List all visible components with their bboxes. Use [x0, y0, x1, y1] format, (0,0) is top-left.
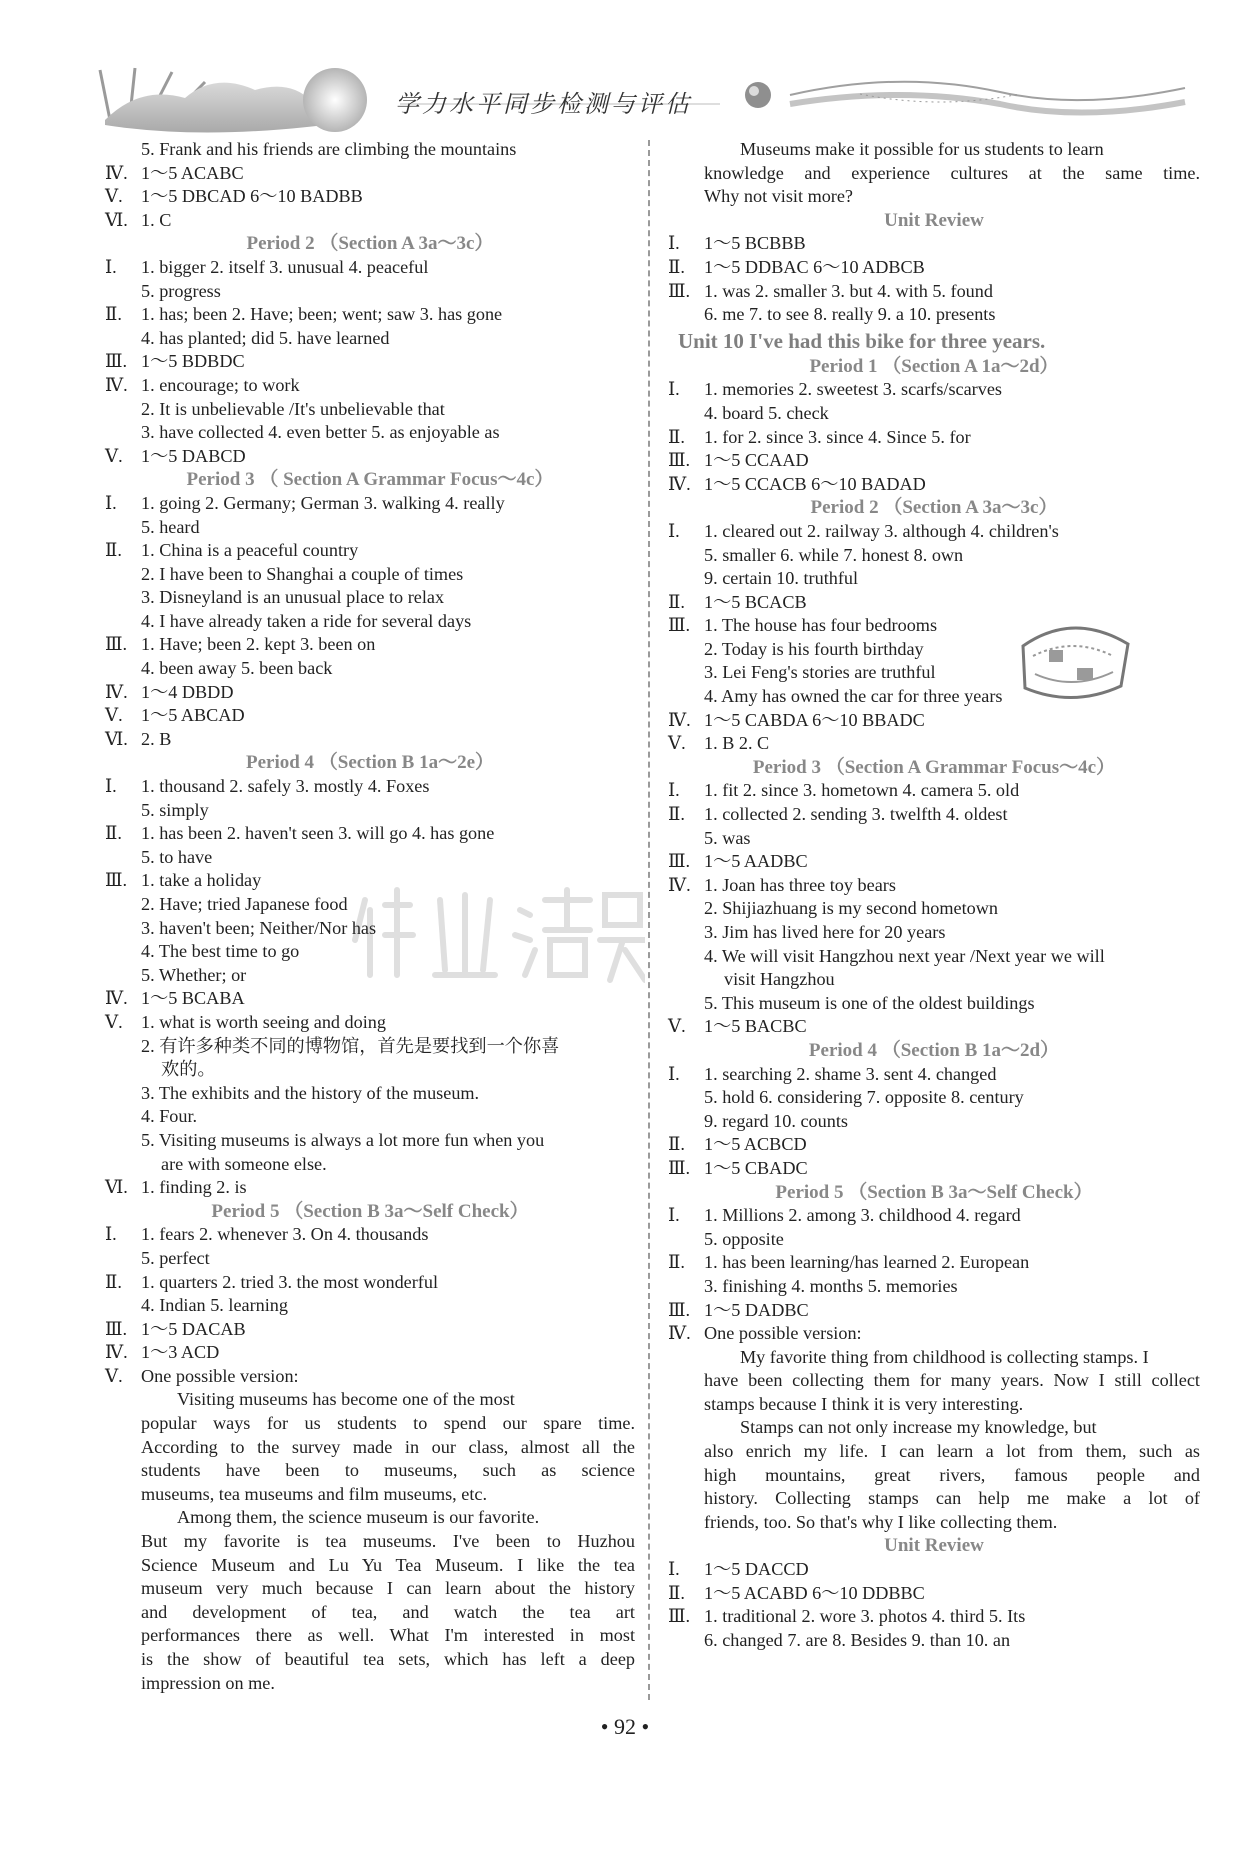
essay-line: My favorite thing from childhood is collecting stamps. I: [740, 1346, 1149, 1367]
essay-line: history. Collecting stamps can help me make a lot of: [704, 1488, 1200, 1509]
answer-line: 5. Frank and his friends are climbing the mountains: [141, 139, 517, 159]
roman-numeral: Ⅰ.: [668, 780, 680, 801]
right-column: [668, 138, 1200, 1652]
answer-line: 9. certain 10. truthful: [704, 568, 859, 589]
essay-line: high mountains, great rivers, famous people and: [704, 1464, 1200, 1485]
answer-line: are with someone else.: [161, 1153, 327, 1174]
answer-text: 1～5 ACBCD: [704, 1134, 807, 1155]
answer-text: 1. collected 2. sending 3. twelfth 4. oldest: [704, 804, 1008, 825]
answer-line: 4. Amy has owned the car for three years: [704, 686, 1003, 707]
answer-line: [105, 162, 635, 186]
answer-line: 5. heard: [141, 516, 200, 537]
answer-line: [105, 1176, 635, 1200]
answer-text: 1. bigger 2. itself 3. unusual 4. peaceful: [141, 256, 429, 277]
answer-line: [668, 803, 1200, 827]
answer-line: 6. me 7. to see 8. really 9. a 10. presents: [704, 304, 996, 325]
answer-text: 1～5 BDBDC: [141, 351, 245, 372]
roman-numeral: Ⅰ.: [105, 1224, 117, 1245]
answer-text: 1. take a holiday: [141, 870, 262, 891]
answer-line: 3. Disneyland is an unusual place to relax: [141, 587, 445, 608]
answer-line: 5. was: [704, 827, 751, 848]
answer-text: One possible version:: [704, 1323, 862, 1344]
roman-numeral: Ⅳ.: [105, 374, 128, 395]
roman-numeral: Ⅱ.: [105, 540, 122, 561]
answer-line: [105, 775, 635, 799]
roman-numeral: Ⅱ.: [105, 304, 122, 325]
answer-text: 1. has been learning/has learned 2. European: [704, 1252, 1030, 1273]
answer-line: 2. 有许多种类不同的博物馆，首先是要找到一个你喜: [141, 1035, 560, 1056]
answer-line: [105, 445, 635, 469]
answer-text: 1～5 BCBBB: [704, 233, 806, 254]
header-title: 学力水平同步检测与评估: [395, 90, 692, 118]
section-heading: Period 5 （Section B 3a～Self Check）: [211, 1200, 529, 1222]
answer-line: [668, 1582, 1200, 1606]
answer-text: 1. what is worth seeing and doing: [141, 1011, 386, 1032]
section-heading: Unit Review: [884, 209, 984, 231]
essay-line: According to the survey made in our class, almost all the: [141, 1436, 635, 1457]
answer-text: 1. has been 2. haven't seen 3. will go 4. has gone: [141, 823, 495, 844]
answer-text: 1～5 DDBAC 6～10 ADBCB: [704, 256, 925, 277]
answer-line: 4. board 5. check: [704, 402, 829, 423]
answer-line: 6. changed 7. are 8. Besides 9. than 10. an: [704, 1629, 1011, 1650]
header-decoration-icon: [0, 0, 1250, 140]
answer-text: 1～5 DBCAD 6～10 BADBB: [141, 186, 363, 207]
answer-line: [105, 1341, 635, 1365]
unit-title: Unit 10 I've had this bike for three years.: [678, 328, 1046, 353]
roman-numeral: Ⅳ.: [668, 874, 691, 895]
answer-text: 2. B: [141, 728, 172, 749]
answer-line: [668, 850, 1200, 874]
roman-numeral: Ⅵ.: [105, 728, 128, 749]
roman-numeral: Ⅱ.: [668, 1582, 685, 1603]
answer-line: [105, 303, 635, 327]
essay-line: impression on me.: [141, 1672, 275, 1693]
answer-line: 4. The best time to go: [141, 941, 300, 962]
roman-numeral: Ⅴ.: [105, 1011, 123, 1032]
answer-text: 1. B 2. C: [704, 733, 770, 754]
roman-numeral: Ⅰ.: [668, 1205, 680, 1226]
roman-numeral: Ⅱ.: [668, 1134, 685, 1155]
roman-numeral: Ⅲ.: [105, 634, 128, 655]
roman-numeral: Ⅱ.: [668, 256, 685, 277]
answer-line: [668, 449, 1200, 473]
answer-line: [668, 779, 1200, 803]
roman-numeral: Ⅲ.: [668, 1299, 691, 1320]
essay-line: But my favorite is tea museums. I've been to Huzhou: [141, 1531, 635, 1552]
roman-numeral: Ⅳ.: [105, 162, 128, 183]
roman-numeral: Ⅰ.: [668, 379, 680, 400]
answer-line: visit Hangzhou: [724, 969, 835, 990]
roman-numeral: Ⅲ.: [668, 1606, 691, 1627]
section-heading: Period 2 （Section A 3a～3c）: [810, 497, 1058, 519]
page-number: • 92 •: [600, 1714, 650, 1739]
answer-line: 4. I have already taken a ride for several days: [141, 610, 472, 631]
answer-line: 2. Have; tried Japanese food: [141, 894, 348, 914]
answer-line: [668, 426, 1200, 450]
answer-line: [668, 256, 1200, 280]
roman-numeral: Ⅰ.: [105, 256, 117, 277]
roman-numeral: Ⅲ.: [668, 851, 691, 872]
roman-numeral: Ⅲ.: [668, 450, 691, 471]
essay-line: Among them, the science museum is our favorite.: [177, 1507, 540, 1528]
answer-text: 1～5 DACAB: [141, 1318, 246, 1339]
answer-line: [668, 1322, 1200, 1346]
answer-line: 3. finishing 4. months 5. memories: [704, 1275, 958, 1296]
roman-numeral: Ⅱ.: [668, 1252, 685, 1273]
essay-line: performances there as well. What I'm interested in most: [141, 1625, 635, 1646]
roman-numeral: Ⅱ.: [105, 1271, 122, 1292]
answer-text: 1. Have; been 2. kept 3. been on: [141, 634, 376, 655]
answer-line: [668, 378, 1200, 402]
roman-numeral: Ⅴ.: [668, 1016, 686, 1037]
answer-line: [105, 185, 635, 209]
answer-line: 5. opposite: [704, 1228, 784, 1249]
roman-numeral: Ⅱ.: [668, 426, 685, 447]
roman-numeral: Ⅰ.: [668, 520, 680, 541]
answer-line: [105, 256, 635, 280]
answer-text: 1. finding 2. is: [141, 1177, 247, 1198]
roman-numeral: Ⅳ.: [668, 473, 691, 494]
answer-text: 1. has; been 2. Have; been; went; saw 3. has gone: [141, 304, 503, 325]
roman-numeral: Ⅲ.: [105, 870, 128, 891]
answer-text: 1. Millions 2. among 3. childhood 4. regard: [704, 1205, 1021, 1226]
answer-line: [668, 1063, 1200, 1087]
section-heading: Unit Review: [884, 1535, 984, 1557]
essay-line: Why not visit more?: [704, 186, 854, 207]
answer-line: [105, 633, 635, 657]
answer-line: 4. been away 5. been back: [141, 658, 333, 679]
answer-line: [668, 1558, 1200, 1582]
roman-numeral: Ⅳ.: [105, 1342, 128, 1363]
answer-line: 5. smaller 6. while 7. honest 8. own: [704, 544, 964, 565]
answer-line: [105, 1318, 635, 1342]
answer-text: 1. fit 2. since 3. hometown 4. camera 5. old: [704, 780, 1020, 801]
roman-numeral: Ⅵ.: [105, 1177, 128, 1198]
answer-line: 3. have collected 4. even better 5. as enjoyable as: [141, 422, 500, 443]
answer-line: 3. Jim has lived here for 20 years: [704, 922, 946, 942]
answer-line: [668, 1133, 1200, 1157]
answer-line: [105, 681, 635, 705]
answer-line: 5. This museum is one of the oldest buildings: [704, 992, 1035, 1013]
answer-text: 1～5 DABCD: [141, 445, 246, 466]
answer-line: 3. Lei Feng's stories are truthful: [704, 662, 936, 683]
roman-numeral: Ⅱ.: [105, 823, 122, 844]
column-divider: [648, 140, 650, 1700]
answer-line: 2. Today is his fourth birthday: [704, 638, 924, 659]
answer-line: [668, 280, 1200, 304]
essay-line: Visiting museums has become one of the most: [177, 1389, 515, 1410]
answer-line: [668, 1605, 1200, 1629]
answer-text: One possible version:: [141, 1365, 299, 1386]
roman-numeral: Ⅴ.: [105, 1365, 123, 1386]
answer-text: 1～5 CABDA 6～10 BBADC: [704, 709, 925, 730]
answer-text: 1. Joan has three toy bears: [704, 874, 896, 895]
answer-line: [105, 374, 635, 398]
roman-numeral: Ⅴ.: [105, 445, 123, 466]
answer-text: 1～5 CCAAD: [704, 450, 809, 471]
answer-text: 1. for 2. since 3. since 4. Since 5. for: [704, 426, 971, 447]
answer-line: [668, 1015, 1200, 1039]
roman-numeral: Ⅳ.: [668, 709, 691, 730]
roman-numeral: Ⅲ.: [668, 615, 691, 636]
section-heading: Period 3 （Section A Grammar Focus～4c）: [752, 756, 1116, 778]
answer-line: [668, 1157, 1200, 1181]
answer-line: [105, 728, 635, 752]
answer-text: 1～5 ABCAD: [141, 705, 245, 726]
essay-line: also enrich my life. I can learn a lot from them, such as: [704, 1441, 1200, 1462]
answer-text: 1. traditional 2. wore 3. photos 4. third 5. Its: [704, 1606, 1026, 1627]
section-heading: Period 2 （Section A 3a～3c）: [246, 233, 494, 255]
answer-line: 5. simply: [141, 799, 209, 820]
answer-line: [668, 1299, 1200, 1323]
answer-text: 1～4 DBDD: [141, 681, 234, 702]
essay-line: and development of tea, and watch the tea art: [141, 1601, 635, 1622]
answer-line: [668, 591, 1200, 615]
section-heading: Period 5 （Section B 3a～Self Check）: [775, 1181, 1093, 1203]
answer-line: 4. We will visit Hangzhou next year /Next year we will: [704, 945, 1105, 966]
answer-text: 1～5 ACABC: [141, 162, 244, 183]
essay-line: popular ways for us students to spend our spare time.: [141, 1413, 635, 1434]
answer-text: 1～5 BACBC: [704, 1016, 807, 1037]
roman-numeral: Ⅱ.: [668, 591, 685, 612]
answer-text: 1. searching 2. shame 3. sent 4. changed: [704, 1063, 997, 1084]
answer-line: 5. to have: [141, 846, 213, 867]
answer-line: [105, 539, 635, 563]
answer-line: [668, 232, 1200, 256]
answer-line: [105, 987, 635, 1011]
essay-line: museums, tea museums and film museums, etc.: [141, 1483, 488, 1504]
answer-text: 1. was 2. smaller 3. but 4. with 5. found: [704, 280, 993, 301]
roman-numeral: Ⅳ.: [105, 681, 128, 702]
answer-line: [668, 473, 1200, 497]
roman-numeral: Ⅲ.: [105, 351, 128, 372]
answer-line: [668, 732, 1200, 756]
answer-line: [105, 1271, 635, 1295]
roman-numeral: Ⅲ.: [668, 280, 691, 301]
answer-line: 5. hold 6. considering 7. opposite 8. century: [704, 1087, 1024, 1108]
answer-line: [105, 1011, 635, 1035]
answer-text: 1～5 DADBC: [704, 1299, 809, 1320]
answer-text: 1～5 BCABA: [141, 988, 245, 1009]
page-header: [0, 0, 1250, 140]
roman-numeral: Ⅲ.: [105, 1318, 128, 1339]
answer-line: 5. Visiting museums is always a lot more fun when you: [141, 1129, 545, 1150]
section-heading: Period 3 （ Section A Grammar Focus～4c）: [186, 469, 554, 491]
roman-numeral: Ⅰ.: [668, 233, 680, 254]
essay-line: friends, too. So that's why I like collecting them.: [704, 1511, 1058, 1532]
roman-numeral: Ⅰ.: [668, 1559, 680, 1580]
answer-line: 3. The exhibits and the history of the museum.: [141, 1082, 480, 1103]
roman-numeral: Ⅱ.: [668, 804, 685, 825]
answer-text: 1～3 ACD: [141, 1342, 220, 1363]
answer-text: 1. C: [141, 209, 172, 230]
answer-text: 1. The house has four bedrooms: [704, 615, 938, 636]
roman-numeral: Ⅰ.: [105, 492, 117, 513]
answer-line: 欢的。: [161, 1059, 216, 1080]
answer-line: [668, 874, 1200, 898]
answer-line: 2. It is unbelievable /It's unbelievable that: [141, 398, 445, 419]
answer-line: [105, 492, 635, 516]
answer-text: 1. China is a peaceful country: [141, 540, 359, 561]
roman-numeral: Ⅵ.: [105, 209, 128, 230]
answer-line: [668, 520, 1200, 544]
answer-line: 5. progress: [141, 280, 221, 301]
essay-line: students have been to museums, such as science: [141, 1460, 635, 1481]
answer-line: [105, 350, 635, 374]
essay-line: stamps because I think it is very interesting.: [704, 1393, 1024, 1414]
essay-line: Stamps can not only increase my knowledge, but: [740, 1417, 1097, 1438]
answer-text: 1. thousand 2. safely 3. mostly 4. Foxes: [141, 776, 430, 797]
answer-text: 1. cleared out 2. railway 3. although 4. children's: [704, 520, 1059, 541]
answer-line: 3. haven't been; Neither/Nor has: [141, 917, 377, 938]
answer-line: [668, 1251, 1200, 1275]
answer-text: 1～5 DACCD: [704, 1559, 809, 1580]
answer-line: 9. regard 10. counts: [704, 1110, 848, 1131]
roman-numeral: Ⅴ.: [105, 705, 123, 726]
answer-text: 1～5 CBADC: [704, 1157, 808, 1178]
answer-text: 1. quarters 2. tried 3. the most wonderful: [141, 1271, 438, 1292]
answer-text: 1. fears 2. whenever 3. On 4. thousands: [141, 1224, 429, 1245]
answer-line: [668, 709, 1200, 733]
section-heading: Period 1 （Section A 1a～2d）: [809, 355, 1059, 377]
essay-line: museum very much because I can learn about the history: [141, 1578, 635, 1599]
essay-line: have been collecting them for many years. Now I still collect: [704, 1370, 1200, 1391]
answer-text: 1. going 2. Germany; German 3. walking 4. really: [141, 492, 505, 513]
answer-line: [105, 822, 635, 846]
answer-text: 1～5 CCACB 6～10 BADAD: [704, 473, 926, 494]
answer-line: [105, 1365, 635, 1389]
answer-text: 1～5 AADBC: [704, 851, 808, 872]
answer-line: [668, 1204, 1200, 1228]
answer-line: 4. has planted; did 5. have learned: [141, 327, 390, 348]
answer-text: 1. encourage; to work: [141, 374, 300, 395]
answer-line: [105, 1223, 635, 1247]
answer-text: 1～5 ACABD 6～10 DDBBC: [704, 1582, 925, 1603]
answer-text: 1～5 BCACB: [704, 591, 807, 612]
section-heading: Period 4 （Section B 1a～2e）: [245, 752, 495, 774]
roman-numeral: Ⅳ.: [105, 988, 128, 1009]
answer-line: [105, 209, 635, 233]
essay-line: is the show of beautiful tea sets, which has left a deep: [141, 1649, 635, 1669]
answer-text: 1. memories 2. sweetest 3. scarfs/scarves: [704, 379, 1002, 400]
roman-numeral: Ⅴ.: [668, 733, 686, 754]
roman-numeral: Ⅲ.: [668, 1157, 691, 1178]
roman-numeral: Ⅰ.: [668, 1063, 680, 1084]
answer-line: [105, 704, 635, 728]
essay-line: knowledge and experience cultures at the same time.: [704, 162, 1200, 183]
answer-line: 5. perfect: [141, 1247, 210, 1268]
roman-numeral: Ⅴ.: [105, 186, 123, 207]
answer-line: 4. Four.: [141, 1106, 198, 1127]
stamp-icon: [1013, 616, 1137, 708]
roman-numeral: Ⅰ.: [105, 776, 117, 797]
section-heading: Period 4 （Section B 1a～2d）: [808, 1039, 1060, 1061]
answer-line: 5. Whether; or: [141, 964, 247, 985]
answer-line: 2. I have been to Shanghai a couple of times: [141, 563, 464, 584]
watermark-logo-icon: [345, 880, 645, 990]
essay-line: Museums make it possible for us students to learn: [740, 139, 1104, 159]
roman-numeral: Ⅳ.: [668, 1323, 691, 1344]
answer-line: 4. Indian 5. learning: [141, 1295, 288, 1316]
essay-line: Science Museum and Lu Yu Tea Museum. I like the tea: [141, 1554, 635, 1575]
answer-line: 2. Shijiazhuang is my second hometown: [704, 898, 998, 919]
